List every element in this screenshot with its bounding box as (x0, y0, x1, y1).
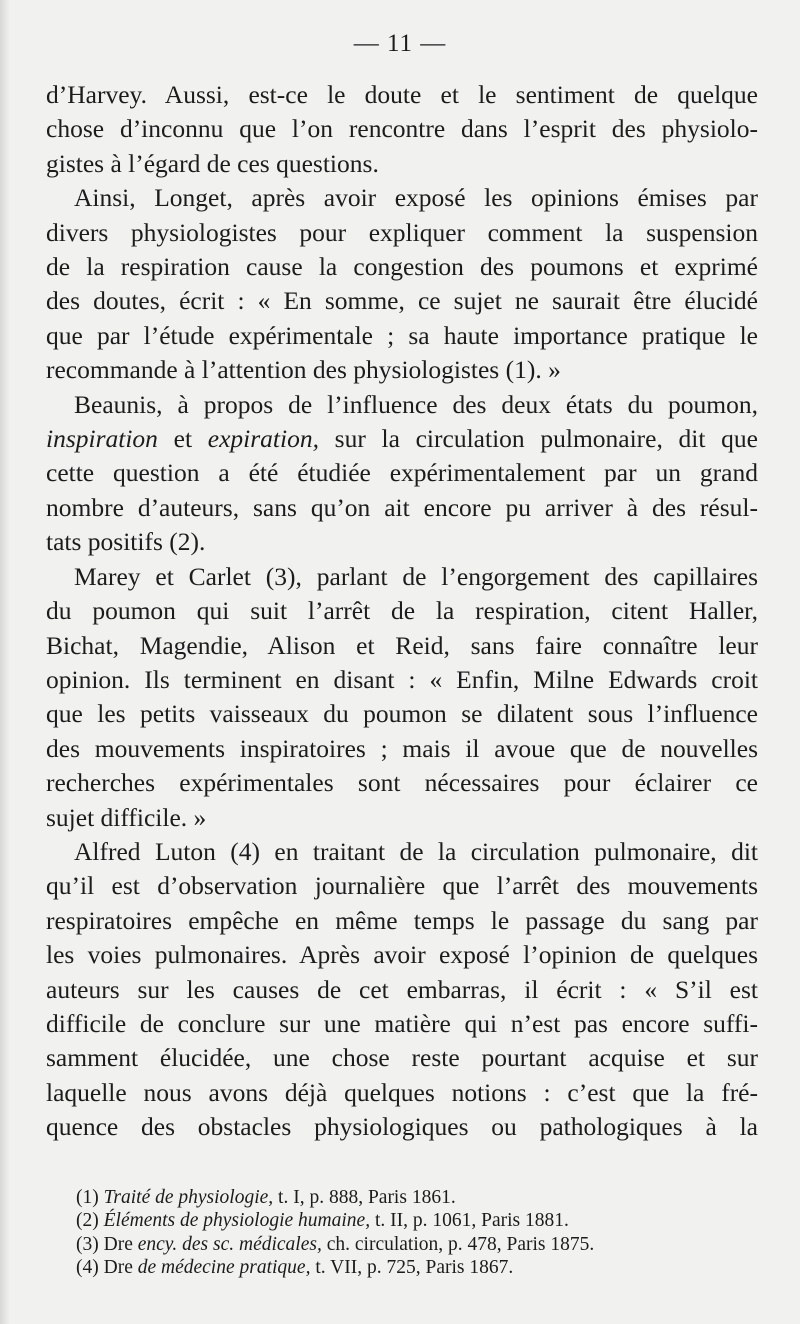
text-line: respiratoires empêche en même temps le passage du sang par (46, 905, 758, 935)
footnote-mark: (4) (76, 1257, 99, 1279)
text-line: recommande à l’attention des physiologistes (1). » (46, 355, 561, 385)
footnote-title: Éléments de physiologie humaine, (103, 1210, 371, 1232)
footnote-text: ch. circulation, p. 478, Paris 1875. (321, 1233, 595, 1255)
footnote-title: Traité de physiologie, (103, 1187, 274, 1208)
footnote-4 (76, 1256, 766, 1279)
footnote-2 (76, 1209, 766, 1232)
page-edge-shadow (0, 0, 10, 1324)
text-line: Bichat, Magendie, Alison et Reid, sans faire connaître leur (46, 630, 758, 660)
text-line: Marey et Carlet (3), parlant de l’engorgement des capillaires (74, 561, 758, 591)
footnotes (76, 1186, 766, 1280)
text-line: nombre d’auteurs, sans qu’on ait encore pu arriver à des résul- (46, 492, 758, 522)
text-line: quence des obstacles physiologiques ou pathologiques à la (46, 1112, 758, 1142)
text-line: divers physiologistes pour expliquer comment la suspension (46, 217, 758, 247)
text-line: les voies pulmonaires. Après avoir exposé l’opinion de quelques (46, 940, 758, 970)
text-line: recherches expérimentales sont nécessaires pour éclairer ce (46, 768, 758, 798)
text-line: Beaunis, à propos de l’influence des deux états du poumon, (74, 389, 758, 419)
footnote-mark: (2) (76, 1210, 99, 1232)
text-line: que les petits vaisseaux du poumon se dilatent sous l’influence (46, 699, 758, 729)
body-text (46, 78, 758, 1145)
text-line: opinion. Ils terminent en disant : « Enfin, Milne Edwards croit (46, 664, 758, 694)
italic-term-expiration: expiration, (207, 424, 319, 454)
italic-term-inspiration: inspiration (46, 424, 158, 454)
text-line: de la respiration cause la congestion des poumons et exprimé (46, 252, 758, 282)
page-number: — 11 — (353, 30, 447, 57)
text-line: cette question a été étudiée expérimentalement par un grand (46, 458, 758, 488)
text-line: qu’il est d’observation journalière que l’arrêt des mouvements (46, 871, 758, 901)
paragraph-1 (46, 78, 758, 181)
footnote-text: t. VII, p. 725, Paris 1867. (310, 1257, 514, 1279)
footnote-text: t. I, p. 888, Paris 1861. (273, 1187, 456, 1208)
footnote-title: ency. des sc. médicales, (137, 1233, 322, 1255)
paragraph-4 (46, 560, 758, 835)
text-line: d’Harvey. Aussi, est-ce le doute et le sentiment de quelque (46, 80, 758, 109)
footnote-prefix: Dre (103, 1233, 138, 1255)
text-line-with-italics: inspiration et expiration, sur la circulation pulmonaire, dit que (46, 424, 758, 454)
paragraph-2 (46, 181, 758, 387)
text-line: gistes à l’égard de ces questions. (46, 148, 379, 178)
footnote-mark: (3) (76, 1233, 99, 1255)
text-fragment: sur la circulation pulmonaire, dit que (318, 424, 758, 454)
text-line: que par l’étude expérimentale ; sa haute importance pratique le (46, 320, 758, 350)
footnote-3 (76, 1233, 766, 1256)
paragraph-3 (46, 388, 758, 560)
text-line: samment élucidée, une chose reste pourtant acquise et sur (46, 1043, 758, 1073)
text-line: des doutes, écrit : « En somme, ce sujet ne saurait être élucidé (46, 286, 758, 316)
footnote-prefix: Dre (103, 1257, 138, 1279)
footnote-text: t. II, p. 1061, Paris 1881. (370, 1210, 569, 1232)
text-line: des mouvements inspiratoires ; mais il avoue que de nouvelles (46, 733, 758, 763)
footnote-title: de médecine pratique, (137, 1257, 311, 1279)
text-line: difficile de conclure sur une matière qui n’est pas encore suffi- (46, 1008, 758, 1038)
text-line: tats positifs (2). (46, 527, 206, 557)
text-line: chose d’inconnu que l’on rencontre dans l’esprit des physiolo- (46, 114, 758, 144)
text-line: auteurs sur les causes de cet embarras, il écrit : « S’il est (46, 974, 758, 1004)
text-line: sujet difficile. » (46, 802, 207, 832)
footnote-1 (76, 1186, 766, 1209)
paragraph-5 (46, 835, 758, 1145)
footnote-mark: (1) (76, 1187, 99, 1208)
text-line: laquelle nous avons déjà quelques notions : c’est que la fré- (46, 1077, 758, 1107)
text-line: du poumon qui suit l’arrêt de la respiration, citent Haller, (46, 596, 758, 626)
text-line: Ainsi, Longet, après avoir exposé les opinions émises par (74, 183, 758, 213)
text-line: Alfred Luton (4) en traitant de la circulation pulmonaire, dit (74, 836, 758, 866)
